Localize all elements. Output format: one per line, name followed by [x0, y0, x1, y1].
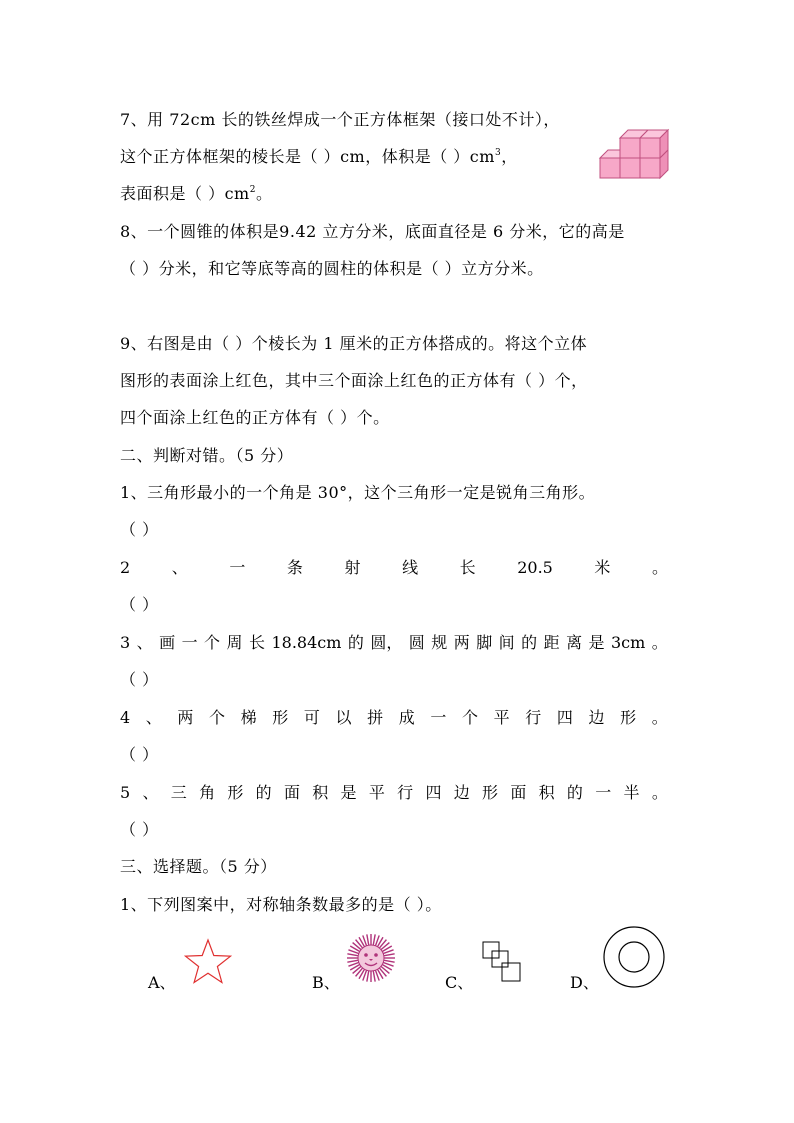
judge-item-2 — [120, 558, 668, 578]
overlapping-squares-icon — [482, 941, 524, 983]
judge-blank-1: （ ） — [120, 520, 159, 539]
word-token: 2 — [120, 558, 131, 577]
star-icon — [183, 938, 233, 984]
medallion-ray — [373, 934, 375, 946]
word-token: 形 — [272, 708, 289, 727]
q7-line3 — [120, 184, 272, 204]
cube-top — [600, 150, 620, 158]
word-token: 积 — [312, 783, 329, 802]
word-token: 、 — [142, 783, 159, 802]
word-token: 5 — [120, 783, 131, 802]
word-token: 边 — [588, 708, 605, 727]
word-token: 行 — [397, 783, 414, 802]
medallion-ray — [383, 954, 395, 956]
word-token: 成 — [398, 708, 415, 727]
word-token: 画 — [159, 633, 176, 652]
judge-blank-2: （ ） — [120, 595, 159, 614]
word-token: 3 — [120, 633, 131, 652]
judge-blank-3: （ ） — [120, 670, 159, 689]
word-token: 四 — [556, 708, 573, 727]
q7-line2-text: 这个正方体框架的棱长是（ ）cm，体积是（ ）cm — [120, 147, 495, 166]
word-token: 。 — [651, 783, 668, 802]
word-token: 米 — [594, 558, 611, 577]
option-c-label: C、 — [445, 973, 474, 992]
word-token: 射 — [344, 558, 361, 577]
word-token: 、 — [136, 633, 153, 652]
q9-line2: 图形的表面涂上红色，其中三个面涂上红色的正方体有（ ）个， — [120, 371, 588, 390]
cube-stack-figure — [598, 128, 674, 180]
word-token: 。 — [651, 633, 668, 652]
cube-front — [640, 158, 660, 178]
word-token: 周 — [226, 633, 243, 652]
word-token: 、 — [145, 708, 162, 727]
q7-line2 — [120, 147, 518, 167]
word-token: 面 — [283, 783, 300, 802]
word-token: 个 — [462, 708, 479, 727]
word-token: 是 — [588, 633, 605, 652]
q9-line3: 四个面涂上红色的正方体有（ ）个。 — [120, 408, 390, 427]
word-token: 平 — [493, 708, 510, 727]
word-token: 形 — [482, 783, 499, 802]
word-token: 面 — [510, 783, 527, 802]
cube-front — [620, 138, 640, 158]
word-token: 边 — [453, 783, 470, 802]
word-token: 梯 — [240, 708, 257, 727]
judge-blank-4: （ ） — [120, 745, 159, 764]
q9-line1: 9、右图是由（ ）个棱长为 1 厘米的正方体搭成的。将这个立体 — [120, 334, 588, 353]
word-token: 一 — [181, 633, 198, 652]
word-token: 一 — [595, 783, 612, 802]
word-token: 圆 — [408, 633, 425, 652]
word-token: 四 — [425, 783, 442, 802]
medallion-ray — [347, 954, 359, 956]
option-d-label: D、 — [570, 973, 599, 992]
medallion-ray — [347, 960, 359, 962]
word-token: 的 — [566, 783, 583, 802]
option-b-label: B、 — [312, 973, 340, 992]
q7-line3-end: 。 — [255, 184, 273, 203]
q8-line2: （ ）分米，和它等底等高的圆柱的体积是（ ）立方分米。 — [120, 259, 544, 278]
q8-line1: 8、一个圆锥的体积是9.42 立方分米，底面直径是 6 分米，它的高是 — [120, 222, 625, 241]
word-token: 半 — [623, 783, 640, 802]
medallion-ray — [373, 970, 375, 982]
word-token: 20.5 — [517, 558, 553, 577]
word-token: 线 — [402, 558, 419, 577]
word-token: 是 — [340, 783, 357, 802]
word-token: 间 — [498, 633, 515, 652]
word-token: 角 — [199, 783, 216, 802]
q7-square-exponent: 2 — [249, 185, 256, 195]
medallion-ray — [367, 970, 369, 982]
choice-question-1: 1、下列图案中，对称轴条数最多的是（ ）。 — [120, 895, 442, 914]
judge-item-1: 1、三角形最小的一个角是 30°，这个三角形一定是锐角三角形。 — [120, 483, 596, 502]
q7-cube-exponent: 3 — [494, 148, 502, 158]
cube-front — [600, 158, 620, 178]
word-token: 行 — [525, 708, 542, 727]
judge-item-4 — [120, 708, 668, 728]
word-token: 的 — [521, 633, 538, 652]
concentric-circles-icon — [603, 926, 665, 988]
word-token: 形 — [620, 708, 637, 727]
judge-item-3 — [120, 633, 668, 653]
word-token: 个 — [209, 708, 226, 727]
word-token: 两 — [453, 633, 470, 652]
word-token: 长 — [459, 558, 476, 577]
lion-medallion-icon — [346, 933, 396, 983]
word-token: 平 — [368, 783, 385, 802]
word-token: 。 — [651, 558, 668, 577]
word-token: 脚 — [476, 633, 493, 652]
word-token: 三 — [170, 783, 187, 802]
word-token: 可 — [303, 708, 320, 727]
word-token: 一 — [430, 708, 447, 727]
q7-line2-end: ， — [501, 147, 518, 166]
word-token: 离 — [566, 633, 583, 652]
medallion-ray — [367, 934, 369, 946]
cube-front — [640, 138, 660, 158]
word-token: 形 — [227, 783, 244, 802]
word-token: 的 — [255, 783, 272, 802]
medallion-ray — [383, 960, 395, 962]
option-a-label: A、 — [148, 973, 176, 992]
judge-blank-5: （ ） — [120, 820, 159, 839]
word-token: 条 — [286, 558, 303, 577]
word-token: 个 — [204, 633, 221, 652]
word-token: 18.84cm — [271, 633, 342, 652]
judge-item-5 — [120, 783, 668, 803]
cube-front — [620, 158, 640, 178]
word-token: 距 — [543, 633, 560, 652]
word-token: 、 — [171, 558, 188, 577]
q7-line1: 7、用 72cm 长的铁丝焊成一个正方体框架（接口处不计）， — [120, 110, 560, 129]
word-token: 4 — [120, 708, 131, 727]
word-token: 两 — [177, 708, 194, 727]
word-token: 一 — [229, 558, 246, 577]
q7-line3-text: 表面积是（ ）cm — [120, 184, 250, 203]
word-token: 以 — [335, 708, 352, 727]
word-token: 积 — [538, 783, 555, 802]
section2-heading: 二、判断对错。（5 分） — [120, 446, 294, 465]
word-token: 的 — [347, 633, 364, 652]
word-token: 圆， — [370, 633, 403, 652]
word-token: 拼 — [367, 708, 384, 727]
section3-heading: 三、选择题。（5 分） — [120, 857, 277, 876]
word-token: 。 — [651, 708, 668, 727]
word-token: 3cm — [611, 633, 646, 652]
word-token: 规 — [431, 633, 448, 652]
word-token: 长 — [248, 633, 265, 652]
